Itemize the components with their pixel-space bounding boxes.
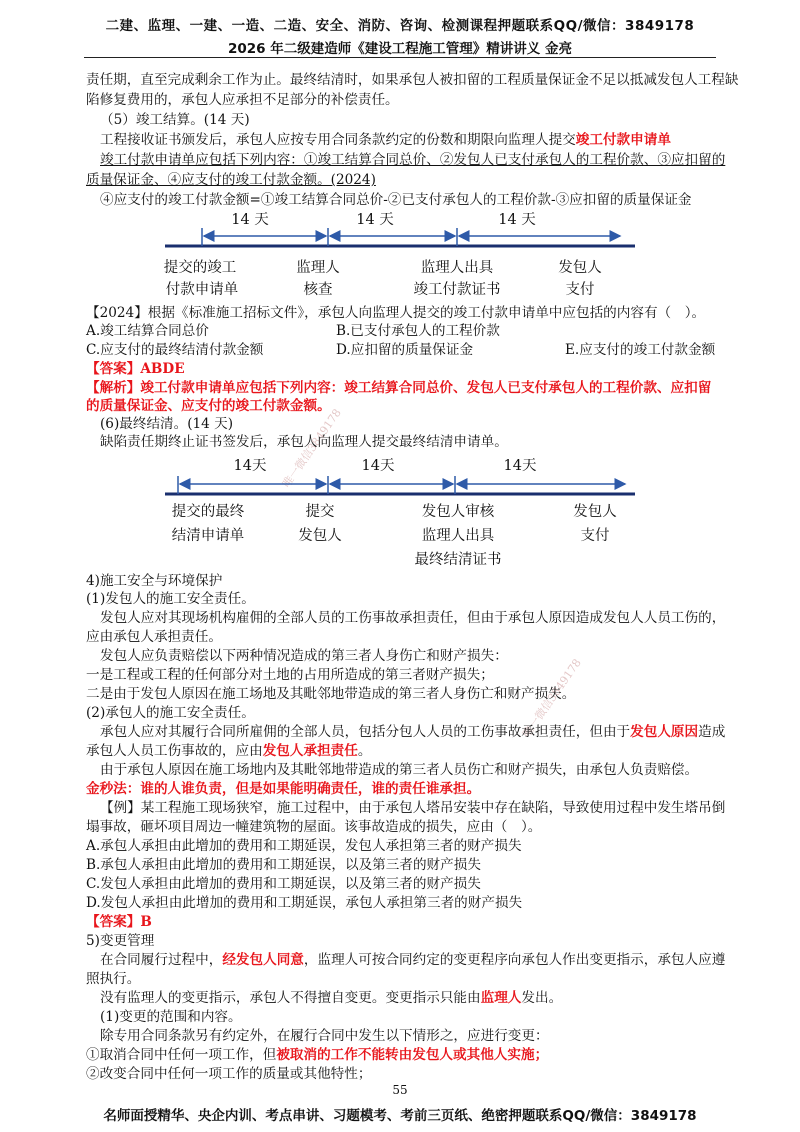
paragraph-line: 应由承包人承担责任。 <box>86 629 222 645</box>
node-label: 提交的最终 <box>171 504 245 520</box>
header-line-1: 二建、监理、一建、一造、二造、安全、消防、咨询、检测课程押题联系QQ/微信：3849178 <box>105 18 695 34</box>
paragraph-line: 陷修复费用的，承包人应承担不足部分的补偿责任。 <box>86 92 399 108</box>
paragraph-line: ④应支付的竣工付款金额=①竣工结算合同总价-②已支付承包人的工程价款-③应扣留的质量保证金 <box>100 192 692 208</box>
node-label: 最终结清证书 <box>414 552 502 568</box>
node-label: 结清申请单 <box>171 528 245 544</box>
answer: 【答案】ABDE <box>86 361 185 377</box>
option: A.承包人承担由此增加的费用和工期延误，发包人承担第三者的财产损失 <box>86 838 522 854</box>
interval-label: 14 天 <box>498 212 536 228</box>
interval-label: 14天 <box>503 458 537 474</box>
sub-heading: (2)承包人的施工安全责任。 <box>86 705 255 721</box>
paragraph-line: 竣工付款申请单应包括下列内容：①竣工结算合同总价、②发包人已支付承包人的工程价款、③应扣留的 <box>100 152 726 168</box>
section-heading: 5)变更管理 <box>86 933 155 949</box>
paragraph-line: 工程接收证书颁发后，承包人应按专用合同条款约定的份数和期限向监理人提交竣工付款申请单 <box>100 132 671 148</box>
node-label: 发包人 <box>298 528 342 544</box>
highlight-text: 发包人承担责任 <box>262 743 358 759</box>
option: D.应扣留的质量保证金 <box>336 342 474 358</box>
option: C.发包人承担由此增加的费用和工期延误，以及第三者的财产损失 <box>86 876 481 892</box>
paragraph-line: 一是工程或工程的任何部分对土地的占用所造成的第三者财产损失； <box>86 667 494 683</box>
sub-heading: (1)发包人的施工安全责任。 <box>86 591 255 607</box>
highlight-text: 被取消的工作不能转由发包人或其他人实施； <box>276 1047 549 1063</box>
answer: 【答案】B <box>86 914 152 930</box>
question-stem: 【例】某工程施工现场狭窄，施工过程中，由于承包人塔吊安装中存在缺陷，导致使用过程中发生塔吊倒 <box>100 800 726 816</box>
section-heading: 4)施工安全与环境保护 <box>86 573 223 589</box>
node-label: 发包人审核 <box>421 504 495 520</box>
question-stem: 【2024】根据《标准施工招标文件》，承包人向监理人提交的竣工付款申请单中应包括的内容有（ ）。 <box>86 305 706 321</box>
node-label: 支付 <box>565 282 595 298</box>
document-title: 2026 年二级建造师《建设工程施工管理》精讲讲义 金亮 <box>228 41 572 57</box>
section-heading: （5）竣工结算。(14 天) <box>100 112 250 128</box>
node-label: 监理人出具 <box>420 260 494 276</box>
mnemonic-tip: 金秒法：谁的人谁负责，但是如果能明确责任，谁的责任谁承担。 <box>86 781 481 797</box>
node-label: 监理人 <box>296 260 340 276</box>
node-label: 发包人 <box>573 504 617 520</box>
node-label: 发包人 <box>558 260 602 276</box>
explanation-line: 的质量保证金、应支付的竣工付款金额。 <box>86 398 331 414</box>
paragraph-line: ②改变合同中任何一项工作的质量或其他特性； <box>86 1066 372 1082</box>
option: B.已支付承包人的工程价款 <box>336 323 500 339</box>
paragraph-line: 责任期，直至完成剩余工作为止。最终结清时，如果承包人被扣留的工程质量保证金不足以抵减发包人工程缺 <box>86 72 739 88</box>
watermark: 唯一微信3849178 <box>519 656 584 741</box>
paragraph-line: 发包人应对其现场机构雇佣的全部人员的工伤事故承担责任，但由于承包人原因造成发包人人员工伤的， <box>100 610 726 626</box>
interval-label: 14天 <box>233 458 267 474</box>
section-heading: (6)最终结清。(14 天) <box>100 416 234 432</box>
timeline-diagram-final-settlement <box>150 450 650 570</box>
question-stem: 塌事故，砸坏项目周边一幢建筑物的屋面。该事故造成的损失，应由（ ）。 <box>86 819 542 835</box>
option: C.应支付的最终结清付款金额 <box>86 342 264 358</box>
interval-label: 14 天 <box>356 212 394 228</box>
paragraph-line: 缺陷责任期终止证书签发后，承包人向监理人提交最终结清申请单。 <box>100 434 508 450</box>
timeline-diagram-completion <box>150 206 650 302</box>
highlight-text: 监理人 <box>480 990 522 1006</box>
highlight-text: 竣工付款申请单 <box>575 132 671 148</box>
option: D.发包人承担由此增加的费用和工期延误，承包人承担第三者的财产损失 <box>86 895 523 911</box>
watermark: 唯一微信3849178 <box>279 406 344 491</box>
node-label: 提交 <box>305 504 335 520</box>
page-number: 55 <box>392 1083 408 1097</box>
option: E.应支付的竣工付款金额 <box>565 342 716 358</box>
paragraph-line: 在合同履行过程中，经发包人同意，监理人可按合同约定的变更程序向承包人作出变更指示，承包人应遵 <box>100 952 726 968</box>
paragraph-line: 由于承包人原因在施工场地内及其毗邻地带造成的第三者人员伤亡和财产损失，由承包人负责赔偿。 <box>100 762 699 778</box>
paragraph-line: 照执行。 <box>86 971 141 987</box>
paragraph-line: 发包人应负责赔偿以下两种情况造成的第三者人身伤亡和财产损失： <box>100 648 508 664</box>
option: B.承包人承担由此增加的费用和工期延误，以及第三者的财产损失 <box>86 857 481 873</box>
node-label: 提交的竣工 <box>163 260 237 276</box>
paragraph-line: 没有监理人的变更指示，承包人不得擅自变更。变更指示只能由监理人发出。 <box>100 990 563 1006</box>
option: A.竣工结算合同总价 <box>86 323 209 339</box>
paragraph-line: 除专用合同条款另有约定外，在履行合同中发生以下情形之，应进行变更： <box>100 1028 549 1044</box>
paragraph-line: 二是由于发包人原因在施工场地及其毗邻地带造成的第三者人身伤亡和财产损失。 <box>86 686 576 702</box>
node-label: 付款申请单 <box>165 282 239 298</box>
highlight-text: 发包人原因 <box>630 724 699 740</box>
paragraph-line: ①取消合同中任何一项工作，但被取消的工作不能转由发包人或其他人实施； <box>86 1047 549 1063</box>
paragraph-line: 承包人应对其履行合同所雇佣的全部人员，包括分包人人员的工伤事故承担责任，但由于发包人原因造成 <box>100 724 726 740</box>
footer: 名师面授精华、央企内训、考点串讲、习题模考、考前三页纸、绝密押题联系QQ/微信：3849178 <box>103 1108 697 1124</box>
paragraph-line: 质量保证金、④应支付的竣工付款金额。(2024) <box>86 172 376 188</box>
node-label: 监理人出具 <box>421 528 495 544</box>
interval-label: 14 天 <box>231 212 269 228</box>
node-label: 核查 <box>303 282 333 298</box>
paragraph-line: 承包人人员工伤事故的，应由发包人承担责任。 <box>86 743 372 759</box>
node-label: 竣工付款证书 <box>413 282 501 298</box>
highlight-text: 经发包人同意 <box>222 952 304 968</box>
sub-heading: (1)变更的范围和内容。 <box>100 1009 242 1025</box>
node-label: 支付 <box>580 528 610 544</box>
interval-label: 14天 <box>361 458 395 474</box>
header-divider <box>84 57 716 58</box>
explanation-line: 【解析】竣工付款申请单应包括下列内容：竣工结算合同总价、发包人已支付承包人的工程价款、应扣留 <box>86 380 712 396</box>
